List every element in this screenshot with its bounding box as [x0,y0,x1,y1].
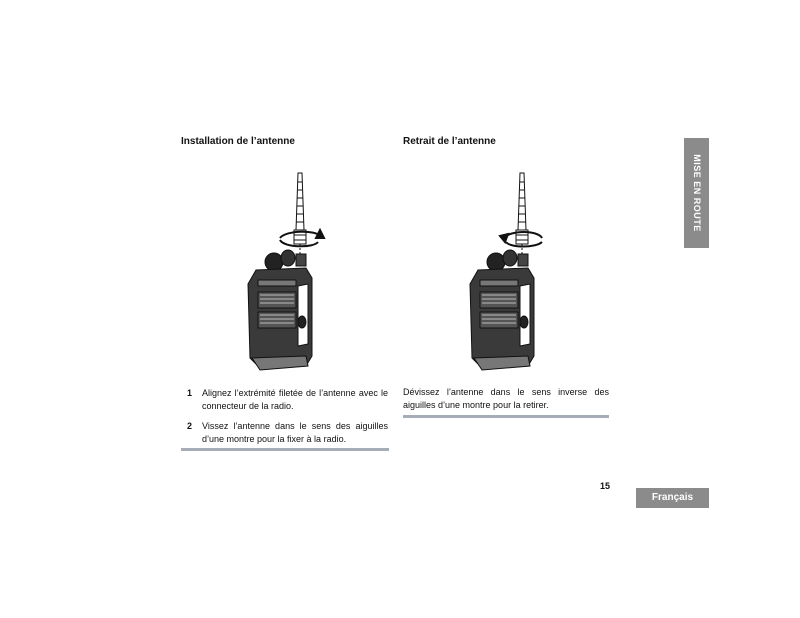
side-tab-label: MISE EN ROUTE [691,154,702,232]
radio-body [248,250,312,370]
step-text: Alignez l’extrémité filetée de l’antenne avec le connecteur de la radio. [202,388,388,411]
instruction-step-1 [181,387,388,415]
language-tab: Français [636,488,709,508]
radio-body [470,250,534,370]
section-side-tab [684,138,709,248]
step-number: 1 [187,388,193,398]
antenna [294,173,306,256]
step-number: 2 [187,421,193,431]
antenna-removal-illustration [458,160,558,378]
left-section-heading: Installation de l’antenne [181,136,295,147]
right-section-heading: Retrait de l’antenne [403,136,496,147]
antenna [516,173,528,256]
instruction-step-2 [181,420,388,448]
page-number: 15 [600,481,611,491]
antenna-installation-illustration [236,160,336,378]
step-text: Vissez l’antenne dans le sens des aiguilles d’une montre pour la fixer à la radio. [202,421,388,444]
removal-instruction: Dévissez l’antenne dans le sens inverse des aiguilles d’une montre pour la retirer. [403,387,609,410]
section-divider [403,415,609,418]
section-divider [181,448,389,451]
